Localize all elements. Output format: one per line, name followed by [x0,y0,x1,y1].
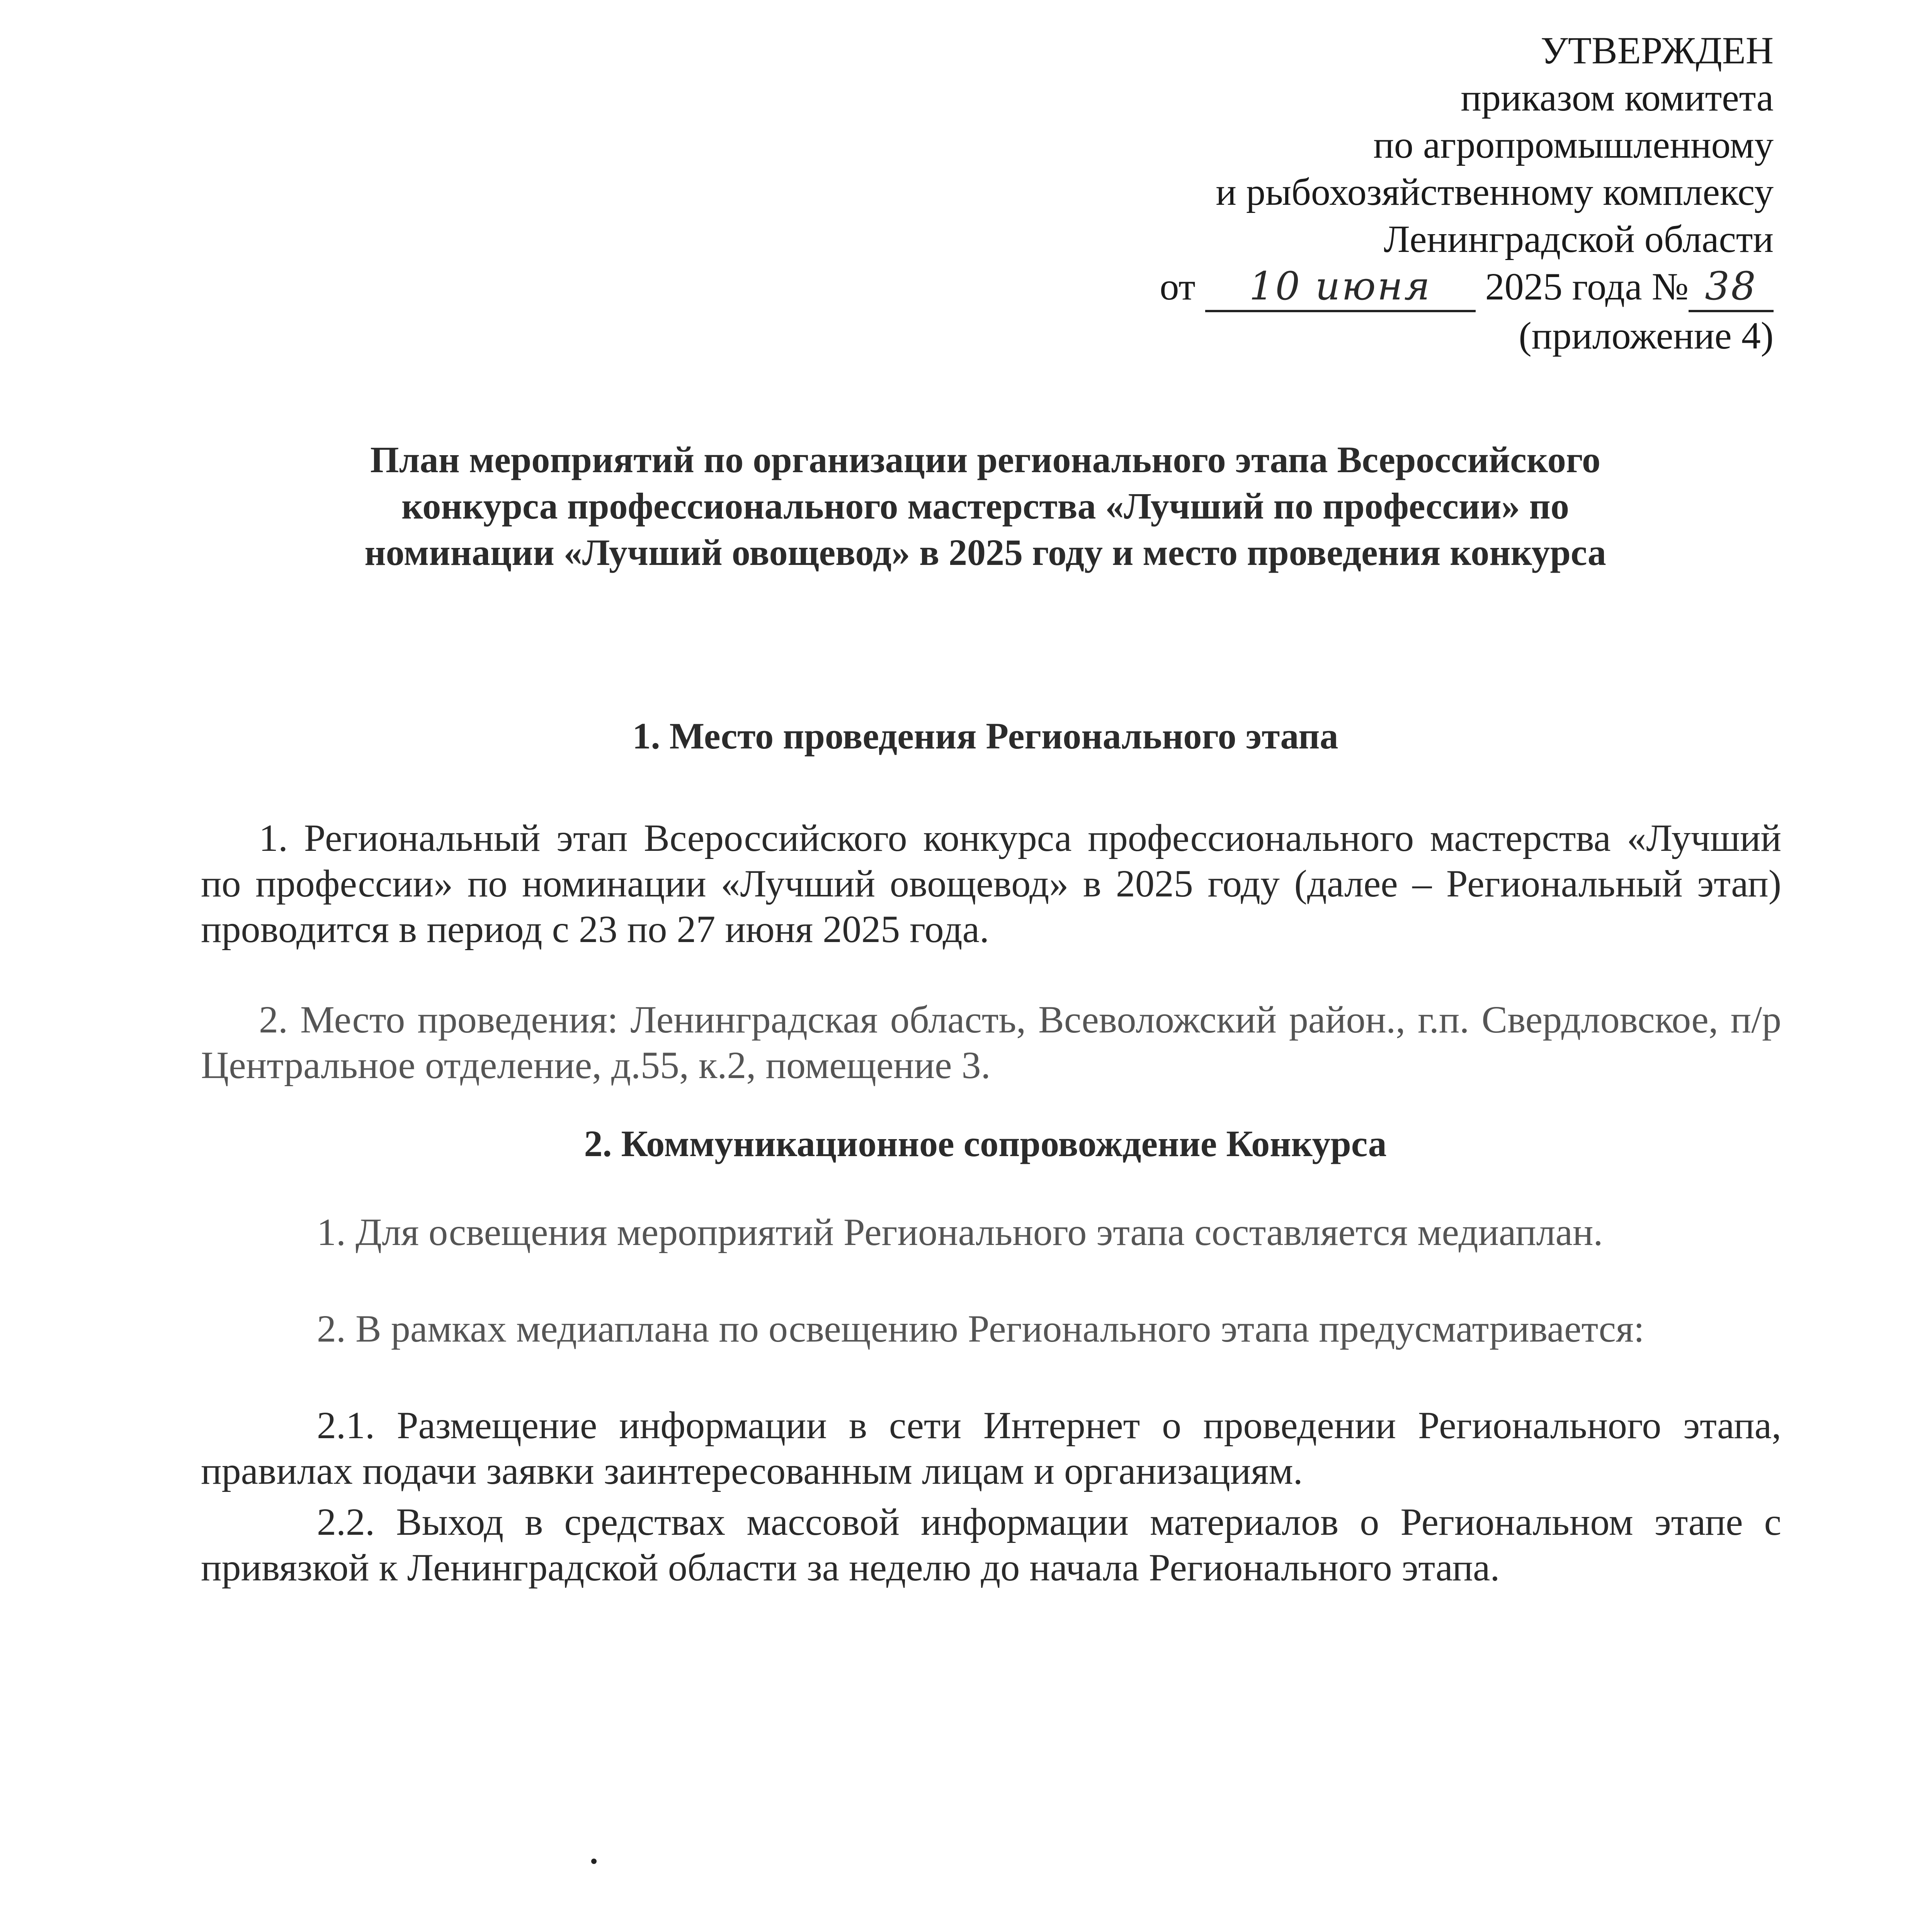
section-2-paragraph-2-1 [201,1403,1781,1494]
paragraph-number: 2. [317,1307,346,1350]
date-year: 2025 года № [1485,265,1689,308]
paragraph-text: Место проведения: Ленинградская область, Всеволожский район., г.п. Свердловское, п/р Центральное отделение, д.55, к.2, помещение 3. [201,998,1782,1087]
paragraph-text: В рамках медиаплана по освещению Регионального этапа предусматривается: [355,1307,1645,1350]
paragraph-text: Выход в средствах массовой информации материалов о Региональном этапе с привязкой к Ленинградской области за неделю до начала Регионального этапа. [201,1500,1781,1589]
section-1-heading: 1. Место проведения Регионального этапа [632,715,1338,757]
date-prefix: от [1160,265,1196,308]
approval-block [923,27,1774,359]
approval-line: и рыбохозяйственному комплексу [1216,170,1774,213]
paragraph-text: Для освещения мероприятий Регионального этапа составляется медиаплан. [355,1211,1603,1253]
approval-heading: УТВЕРЖДЕН [1541,29,1774,72]
section-2-paragraph-2-2 [201,1499,1781,1590]
handwritten-order-number: 38 [1689,263,1774,312]
title-line: конкурса профессионального мастерства «Лучший по профессии» по [401,485,1569,527]
handwritten-date: 10 июня [1205,263,1476,312]
paragraph-number: 1. [259,816,288,859]
paragraph-number: 2.1. [317,1404,375,1447]
paragraph-number: 1. [317,1211,346,1253]
approval-date-line [923,263,1774,312]
approval-line: Ленинградской области [1383,218,1774,260]
approval-line: приказом комитета [1461,76,1774,119]
paragraph-text: Размещение информации в сети Интернет о проведении Регионального этапа, правилах подачи заявки заинтересованным лицам и организациям. [201,1404,1781,1492]
scan-speck [591,1859,597,1864]
section-2-heading: 2. Коммуникационное сопровождение Конкурса [584,1123,1387,1164]
section-1-paragraph-2 [201,997,1781,1088]
section-2-paragraph-2 [201,1306,1781,1352]
paragraph-number: 2. [259,998,288,1041]
paragraph-text: Региональный этап Всероссийского конкурса профессионального мастерства «Лучший по профессии» по номинации «Лучший овощевод» в 2025 году (далее – Региональный этап) проводится в период с 23 по 27 июня 2025 года. [201,816,1782,951]
title-line: номинации «Лучший овощевод» в 2025 году и место проведения конкурса [364,532,1606,573]
paragraph-number: 2.2. [317,1500,375,1543]
appendix-label: (приложение 4) [1519,314,1774,357]
approval-line: по агропромышленному [1373,123,1774,166]
section-1-paragraph-1 [201,815,1781,952]
document-title [201,437,1770,576]
title-line: План мероприятий по организации регионального этапа Всероссийского [370,439,1600,480]
section-2-paragraph-1 [201,1209,1781,1255]
